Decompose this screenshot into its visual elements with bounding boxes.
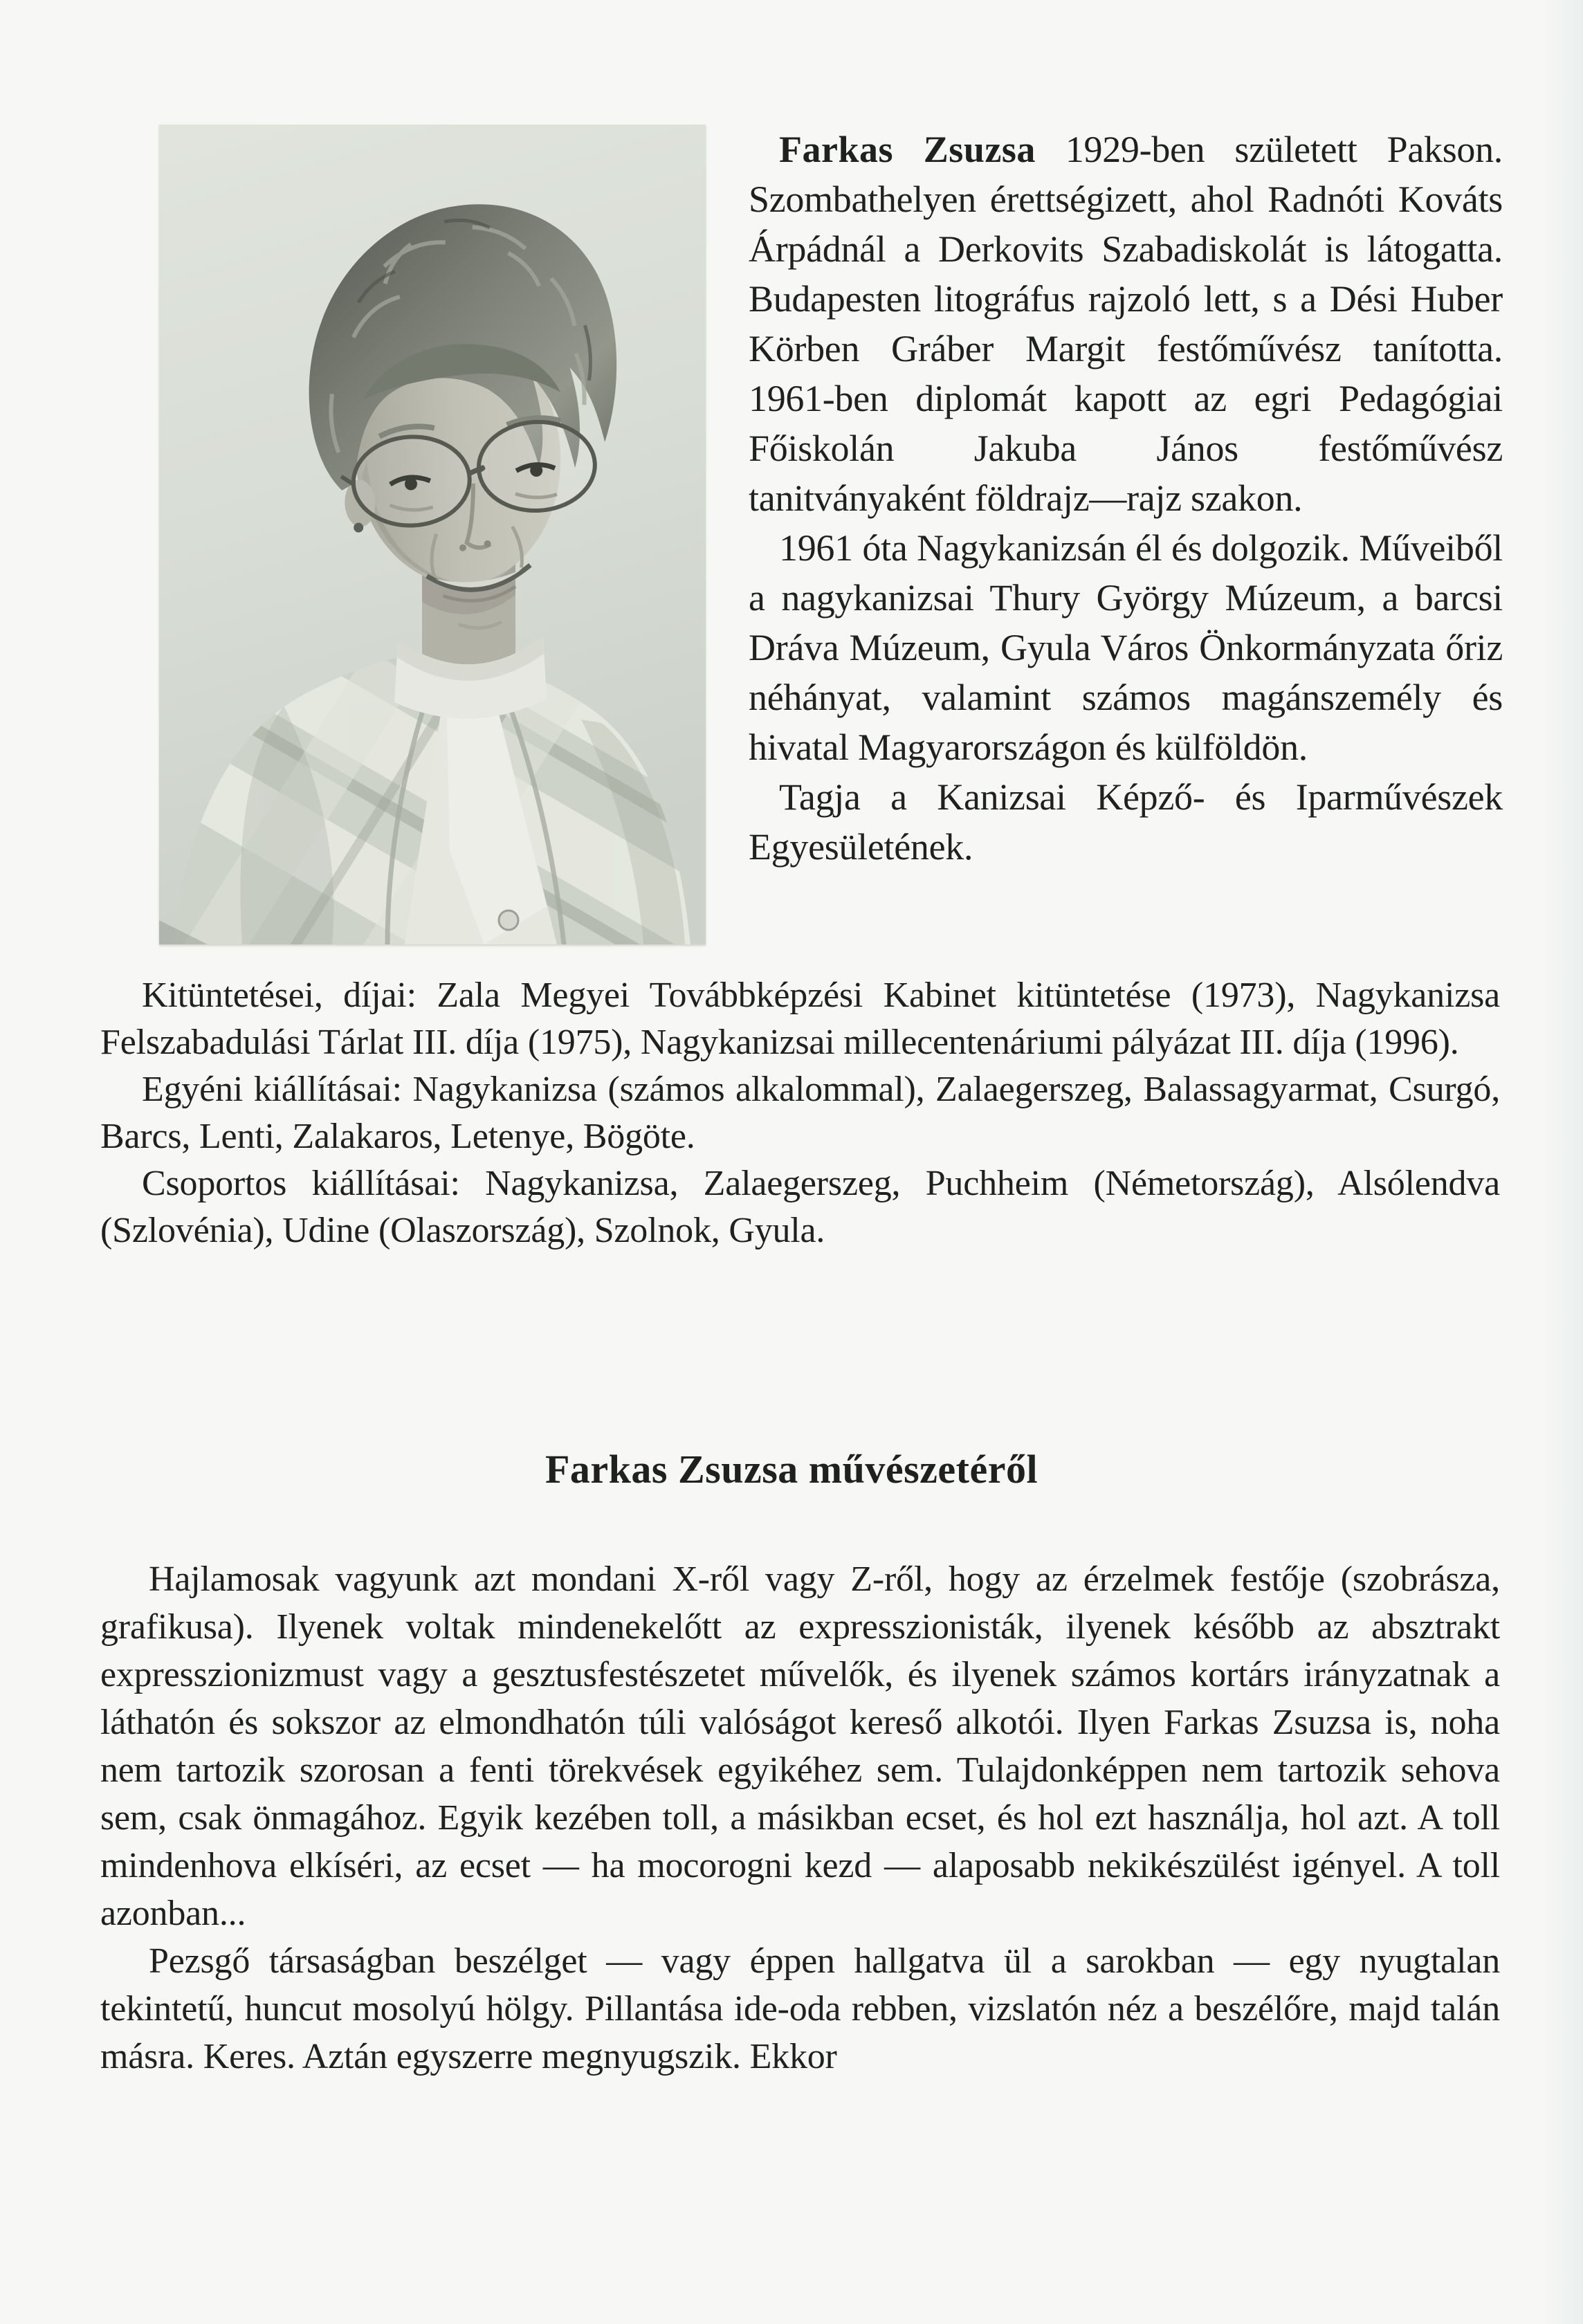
scan-artifact-streak	[1541, 0, 1583, 2324]
portrait-photo-graphic	[159, 125, 706, 944]
group-exhibitions-paragraph: Csoportos kiállításai: Nagykanizsa, Zalaegerszeg, Puchheim (Németország), Alsólendva (Szlovénia), Udine (Olaszország), Szolnok, Gyula.	[100, 1164, 1500, 1250]
biography-column	[749, 125, 1503, 872]
top-section	[159, 125, 1503, 944]
artist-name: Farkas Zsuzsa	[779, 129, 1036, 170]
essay-section	[100, 1555, 1500, 2080]
bio-paragraph-1-text: 1929-ben született Pakson. Szombathelyen érettségizett, ahol Radnóti Kováts Árpádnál a Derkovits Szabadiskolát is látogatta. Budapesten litográfus rajzoló lett, s a Dési Huber Körben Gráber Margit festőművész tanította. 1961-ben diplomát kapott az egri Pedagógiai Főiskolán Jakuba János festőművész tanitványaként földrajz—rajz szakon.	[749, 129, 1503, 519]
awards-paragraph: Kitüntetései, díjai: Zala Megyei Továbbképzési Kabinet kitüntetése (1973), Nagykanizsa Felszabadulási Tárlat III. díja (1975), Nagykanizsai millecentenáriumi pályázat III. díja (1996).	[100, 976, 1500, 1062]
bio-paragraph-2: 1961 óta Nagykanizsán él és dolgozik. Műveiből a nagykanizsai Thury György Múzeum, a barcsi Dráva Múzeum, Gyula Város Önkormányzata őriz néhányat, valamint számos magánszemély és hivatal Magyarországon és külföldön.	[749, 527, 1503, 768]
bio-paragraph-1	[749, 125, 1503, 523]
essay-paragraph-2: Pezsgő társaságban beszélget — vagy éppen hallgatva ül a sarokban — egy nyugtalan tekintetű, huncut mosolyú hölgy. Pillantása ide-oda rebben, vizslatón néz a beszélőre, majd talán másra. Keres. Aztán egyszerre megnyugszik. Ekkor	[100, 1941, 1500, 2076]
essay-paragraph-1: Hajlamosak vagyunk azt mondani X-ről vagy Z-ről, hogy az érzelmek festője (szobrásza, grafikusa). Ilyenek voltak mindenekelőtt az expresszionisták, ilyenek később az absztrakt expresszionizmust vagy a gesztusfestészetet művelők, és ilyenek számos kortárs irányzatnak a láthatón és sokszor az elmondhatón túli valóságot kereső alkotói. Ilyen Farkas Zsuzsa is, noha nem tartozik szorosan a fenti törekvések egyikéhez sem. Tulajdonképpen nem tartozik sehova sem, csak önmagához. Egyik kezében toll, a másikban ecset, és hol ezt használja, hol azt. A toll mindenhova elkíséri, az ecset — ha mocorogni kezd — alaposabb nekikészülést igényel. A toll azonban...	[100, 1559, 1500, 1933]
bio-paragraph-3: Tagja a Kanizsai Képző- és Iparművészek Egyesületének.	[749, 776, 1503, 868]
portrait-photo	[159, 125, 706, 944]
solo-exhibitions-paragraph: Egyéni kiállításai: Nagykanizsa (számos alkalommal), Zalaegerszeg, Balassagyarmat, Csurgó, Barcs, Lenti, Zalakaros, Letenye, Bögöte.	[100, 1070, 1500, 1156]
awards-section	[100, 972, 1500, 1254]
essay-heading: Farkas Zsuzsa művészetéről	[545, 1447, 1038, 1492]
